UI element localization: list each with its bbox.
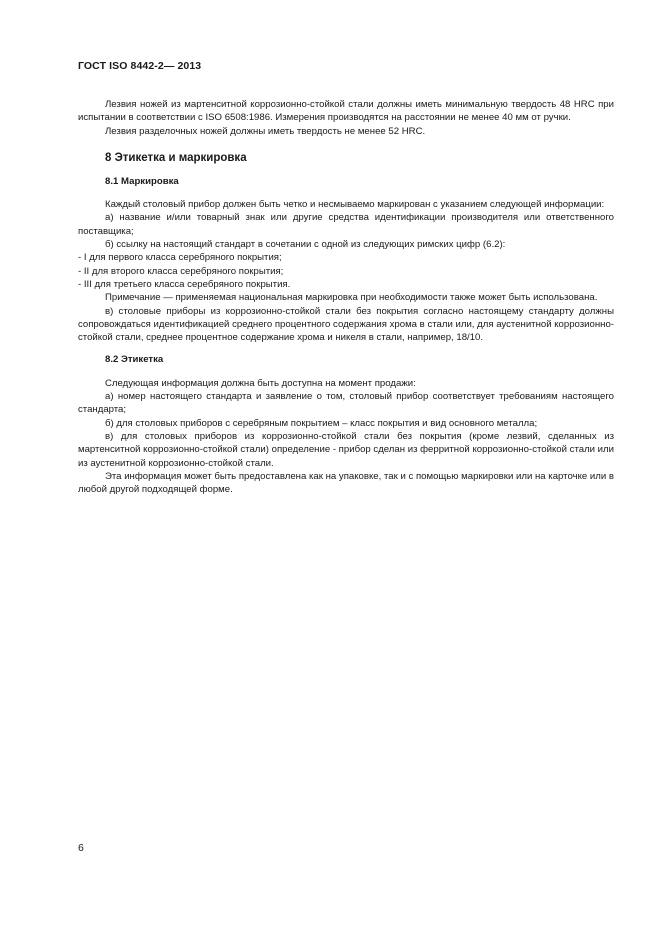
list-subitem-class-3: - III для третьего класса серебряного покрытия. [78,278,291,290]
document-header: ГОСТ ISO 8442-2— 2013 [78,60,202,72]
paragraph-blade-hardness: Лезвия ножей из мартенситной коррозионно-стойкой стали должны иметь минимальную твердость 48 HRC при испытании в соответствии с ISO 6508:1986. Измерения производятся на расстоянии не менее 40 мм от ручки. [78,99,614,124]
list-item-a: а) название и/или товарный знак или другие средства идентификации производителя или ответственного поставщика; [78,212,614,237]
list-subitem-class-2: - II для второго класса серебряного покрытия; [78,265,284,277]
page-number: 6 [78,842,84,854]
list-item-v: в) столовые приборы из коррозионно-стойкой стали без покрытия согласно настоящему стандарту должны сопровождаться идентификацией среднего процентного содержания хрома в стали или, для аустенитной коррозионно-стойкой стали, среднее процентное содержание хрома и никеля в стали, например, 18/10. [78,305,614,344]
paragraph-marking-intro: Каждый столовый прибор должен быть четко и несмываемо маркирован с указанием следующей информации: [105,199,605,211]
note-national-marking: Примечание — применяемая национальная маркировка при необходимости также может быть использована. [105,292,598,304]
subsection-8-1-heading: 8.1 Маркировка [105,175,179,187]
label-item-b: б) для столовых приборов с серебряным покрытием – класс покрытия и вид основного металла; [105,417,538,429]
paragraph-label-form: Эта информация может быть предоставлена как на упаковке, так и с помощью маркировки или на карточке или в любой другой подходящей форме. [78,470,614,496]
label-item-v: в) для столовых приборов из коррозионно-стойкой стали без покрытия (кроме лезвий, сделанных из мартенситной коррозионно-стойкой стали) определение - прибор сделан из ферритной коррозионно-стойкой стали или из аустенитной коррозионно-стойкой стали. [78,430,615,469]
list-subitem-class-1: - I для первого класса серебряного покрытия; [78,252,282,264]
paragraph-label-intro: Следующая информация должна быть доступна на момент продажи: [105,377,416,389]
section-8-heading: 8 Этикетка и маркировка [105,151,247,164]
label-item-a: а) номер настоящего стандарта и заявление о том, столовый прибор соответствует требованиям настоящего стандарта; [78,391,614,416]
document-body [78,98,614,496]
subsection-8-2-heading: 8.2 Этикетка [105,354,164,366]
list-item-b: б) ссылку на настоящий стандарт в сочетании с одной из следующих римских цифр (6.2): [105,239,506,251]
paragraph-carving-knives: Лезвия разделочных ножей должны иметь твердость не менее 52 HRC. [105,125,426,137]
